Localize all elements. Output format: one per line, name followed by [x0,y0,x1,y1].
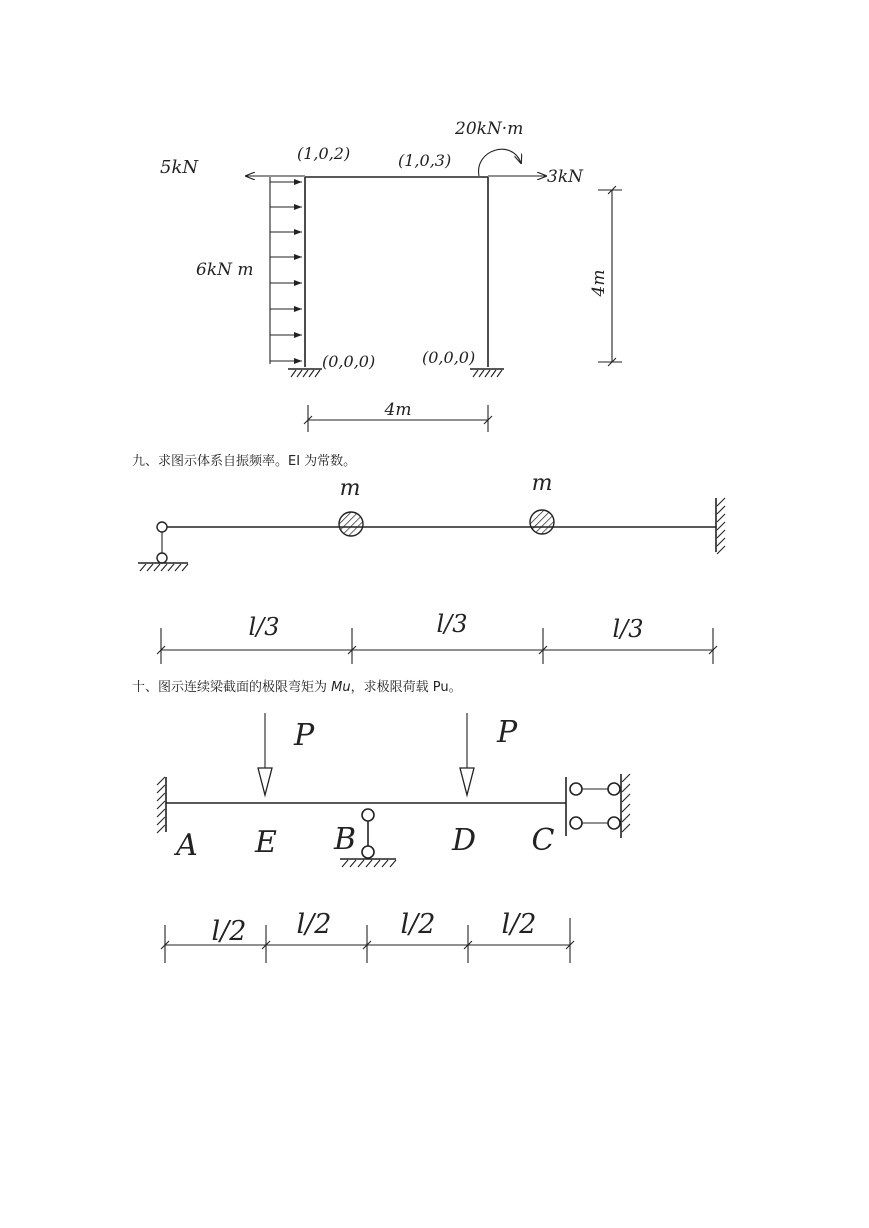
point-label-c: C [531,823,555,858]
node-label-right-top: (1,0,3) [398,151,452,170]
sliding-support-c [566,774,630,838]
node-label-right-base: (0,0,0) [422,348,476,367]
q9-beam [138,498,725,571]
node-label-left-base: (0,0,0) [322,352,376,371]
load-arrow-p2 [460,713,474,795]
distributed-load [270,177,302,364]
fixed-support-right [470,369,504,377]
q10-beam [157,777,566,833]
question-9-text: 九、求图示体系自振频率。EI 为常数。 [132,454,357,469]
dist-load-label: 6kN m [196,260,254,280]
load-arrow-p1 [258,713,272,795]
point-label-e: E [255,825,277,860]
mass-label-2: m [531,471,553,496]
point-label-a: A [176,828,198,863]
load-label-p1: P [294,718,315,753]
q9-span-label-1: l/3 [248,613,280,641]
frame-members [305,177,488,367]
dim-width-label: 4m [384,400,412,420]
question-10-text [132,676,462,695]
load-label-5kn: 5kN [160,157,199,178]
mu-symbol: Mu [331,680,351,695]
node-label-left-top: (1,0,2) [297,144,351,163]
q9-span-label-3: l/3 [612,615,644,643]
mass-label-1: m [339,476,361,501]
load-label-3kn: 3kN [547,167,583,187]
fixed-support-left [288,369,322,377]
moment-label: 20kN·m [455,119,524,139]
dim-height-label: 4m [589,269,609,297]
moment-arrow [479,149,521,176]
load-label-p2: P [497,715,518,750]
q10-span-label-4: l/2 [501,909,537,940]
mass-1 [339,512,363,536]
q10-span-label-3: l/2 [400,909,436,940]
point-label-b: B [333,822,357,857]
q10-span-label-1: l/2 [211,916,247,947]
q10-span-label-2: l/2 [296,909,332,940]
question-10-text-after: ，求极限荷载 Pu。 [350,680,462,695]
point-label-d: D [451,823,477,858]
question-10-text-before: 十、图示连续梁截面的极限弯矩为 [132,680,332,695]
mass-2 [530,510,554,534]
q9-span-label-2: l/3 [436,610,468,638]
